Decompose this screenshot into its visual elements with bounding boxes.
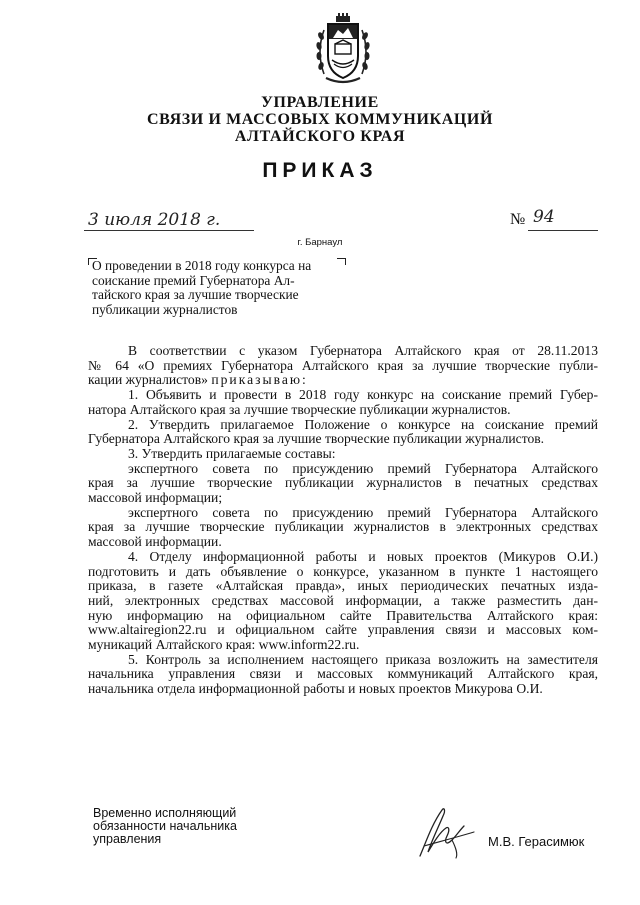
item-4-line: муникаций Алтайского края: www.inform22.ru.	[88, 637, 360, 653]
item-4-line: подготовить и дать объявление о конкурсе, указанном в пункте 1 настоящего	[88, 563, 598, 579]
item-3-line: края за лучшие творческие публикации журналистов в печатных средствах	[88, 475, 598, 491]
item-3-line: массовой информации;	[88, 490, 223, 506]
item-4-line: ную информацию на официальном сайте Правительства Алтайского края:	[88, 607, 598, 623]
date-underline	[84, 230, 254, 231]
order-body	[88, 344, 598, 697]
coat-of-arms-icon	[314, 12, 372, 90]
subject-line: публикации журналистов	[92, 301, 238, 317]
body-line: № 64 «О премиях Губернатора Алтайского края за лучшие творческие публи-	[88, 357, 598, 373]
signer-position-line: обязанности начальника	[93, 819, 237, 833]
item-5-line: начальника отдела информационной работы и новых проектов Микурова О.И.	[88, 681, 543, 697]
agency-name-line-2: СВЯЗИ И МАССОВЫХ КОММУНИКАЦИЙ	[146, 111, 494, 128]
subject-line: соискание премий Губернатора Ал-	[92, 272, 295, 288]
body-line: В соответствии с указом Губернатора Алтайского края от 28.11.2013	[128, 343, 598, 358]
item-4-line: www.altairegion22.ru и официальном сайте управления связи и массовых ком-	[88, 622, 598, 638]
subject-line: тайского края за лучшие творческие	[92, 287, 299, 302]
city: г. Барнаул	[297, 237, 343, 248]
body-line	[88, 373, 598, 388]
agency-name-line-1: УПРАВЛЕНИЕ	[261, 94, 379, 111]
signer-position-line: управления	[93, 832, 162, 846]
number-underline	[528, 230, 598, 231]
item-4-line: 4. Отделу информационной работы и новых проектов (Микуров О.И.)	[128, 548, 598, 564]
body-text: кации журналистов»	[88, 372, 208, 388]
item-5-line: 5. Контроль за исполнением настоящего приказа возложить на заместителя	[128, 651, 598, 667]
document-title: ПРИКАЗ	[262, 159, 378, 182]
item-3-line: края за лучшие творческие публикации журналистов в электронных средствах	[88, 519, 598, 535]
signature-icon	[412, 802, 482, 862]
order-number-label: №	[510, 211, 526, 228]
subject-line: О проведении в 2018 году конкурса на	[92, 258, 312, 273]
item-4-line: приказа, в газете «Алтайская правда», иных периодических печатных изда-	[88, 578, 598, 594]
item-1-line: натора Алтайского края за лучшие творческие публикации журналистов.	[88, 401, 511, 417]
signer-position	[93, 807, 237, 846]
item-1-line: 1. Объявить и провести в 2018 году конкурс на соискание премий Губер-	[128, 387, 598, 403]
signer-position-line: Временно исполняющий	[93, 806, 237, 820]
item-3-line: 3. Утвердить прилагаемые составы:	[128, 445, 336, 461]
order-number: 94	[533, 207, 555, 227]
order-date: 3 июля 2018 г.	[88, 210, 221, 230]
item-4-line: ний, электронных средствах массовой информации, а также разместить дан-	[88, 592, 598, 608]
item-2-line: Губернатора Алтайского края за лучшие творческие публикации журналистов.	[88, 431, 545, 447]
signer-name: М.В. Герасимюк	[488, 834, 585, 849]
agency-name-line-3: АЛТАЙСКОГО КРАЯ	[234, 128, 406, 145]
item-3-line: экспертного совета по присуждению премий Губернатора Алтайского	[128, 504, 598, 520]
item-5-line: начальника управления связи и массовых коммуникаций Алтайского края,	[88, 666, 598, 682]
order-subject	[92, 259, 347, 317]
item-3-line: массовой информации.	[88, 534, 222, 550]
directive-word: приказываю:	[211, 372, 308, 388]
item-3-line: экспертного совета по присуждению премий Губернатора Алтайского	[128, 460, 598, 476]
item-2-line: 2. Утвердить прилагаемое Положение о конкурсе на соискание премий	[128, 416, 598, 432]
